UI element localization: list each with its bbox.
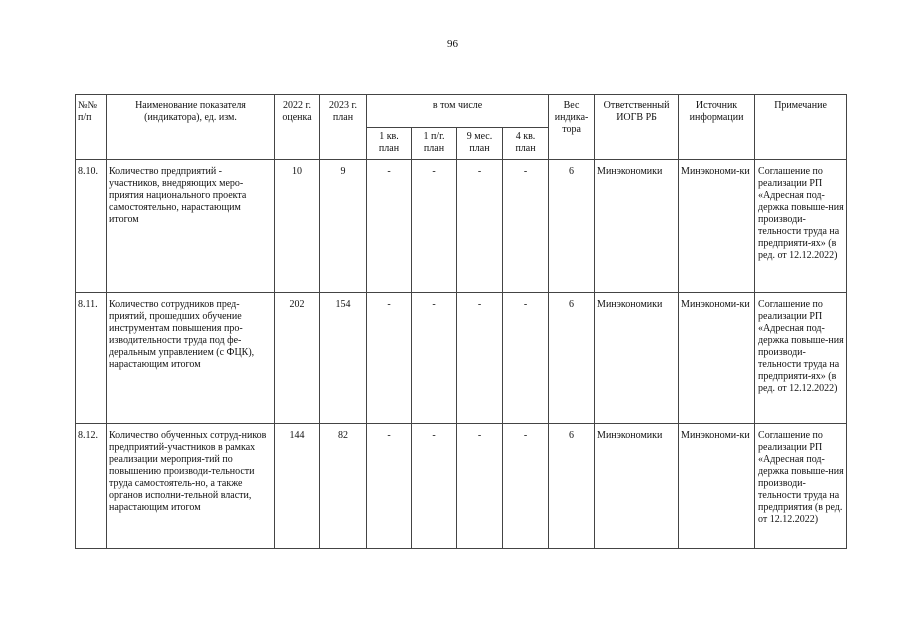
cell-note: Соглашение по реализации РП «Адресная под-держка повыше-ния производи-тельности труда на предприяти-ях» (в ред. от 12.12.2022) [755,293,847,424]
cell-9m: - [457,424,503,549]
cell-num: 8.11. [76,293,107,424]
cell-q4: - [503,424,549,549]
cell-source: Минэкономи-ки [679,424,755,549]
header-q1: 1 кв. план [367,128,412,160]
cell-name: Количество сотрудников пред-приятий, прошедших обучение инструментам повышения про-изводительности труда под фе-деральным управлением (с ФЦК), нарастающим итогом [107,293,275,424]
header-weight: Вес индика-тора [549,95,595,160]
cell-q1: - [367,424,412,549]
header-note: Примечание [755,95,847,160]
header-h1: 1 п/г. план [412,128,457,160]
table-row [76,424,847,549]
cell-source: Минэкономи-ки [679,293,755,424]
header-row-1 [76,95,847,128]
cell-source: Минэкономи-ки [679,160,755,293]
cell-2022: 202 [275,293,320,424]
cell-h1: - [412,160,457,293]
table-row [76,293,847,424]
page-number: 96 [447,38,458,50]
cell-2022: 10 [275,160,320,293]
cell-note: Соглашение по реализации РП «Адресная под-держка повыше-ния производи-тельности труда на предприятия (в ред. от 12.12.2022) [755,424,847,549]
cell-h1: - [412,424,457,549]
indicators-table [75,94,847,549]
header-num: №№ п/п [76,95,107,160]
cell-9m: - [457,293,503,424]
header-2022: 2022 г. оценка [275,95,320,160]
cell-2022: 144 [275,424,320,549]
cell-num: 8.12. [76,424,107,549]
cell-weight: 6 [549,293,595,424]
header-source: Источник информации [679,95,755,160]
cell-responsible: Минэкономики [595,293,679,424]
cell-weight: 6 [549,424,595,549]
header-q4: 4 кв. план [503,128,549,160]
cell-responsible: Минэкономики [595,160,679,293]
header-2023: 2023 г. план [320,95,367,160]
cell-q1: - [367,160,412,293]
header-name: Наименование показателя (индикатора), ед. изм. [107,95,275,160]
cell-responsible: Минэкономики [595,424,679,549]
header-responsible: Ответственный ИОГВ РБ [595,95,679,160]
cell-q4: - [503,160,549,293]
cell-q4: - [503,293,549,424]
table-row [76,160,847,293]
header-9m: 9 мес. план [457,128,503,160]
cell-2023: 154 [320,293,367,424]
cell-2023: 9 [320,160,367,293]
header-including: в том числе [367,95,549,128]
cell-num: 8.10. [76,160,107,293]
cell-q1: - [367,293,412,424]
cell-name: Количество предприятий - участников, внедряющих меро-приятия национального проекта самостоятельно, нарастающим итогом [107,160,275,293]
cell-2023: 82 [320,424,367,549]
cell-weight: 6 [549,160,595,293]
cell-note: Соглашение по реализации РП «Адресная под-держка повыше-ния производи-тельности труда на предприяти-ях» (в ред. от 12.12.2022) [755,160,847,293]
cell-h1: - [412,293,457,424]
cell-name: Количество обученных сотруд-ников предприятий-участников в рамках реализации мероприя-тий по повышению производи-тельности труда самостоятель-но, а также органов исполни-тельной власти, нарастающим итогом [107,424,275,549]
cell-9m: - [457,160,503,293]
